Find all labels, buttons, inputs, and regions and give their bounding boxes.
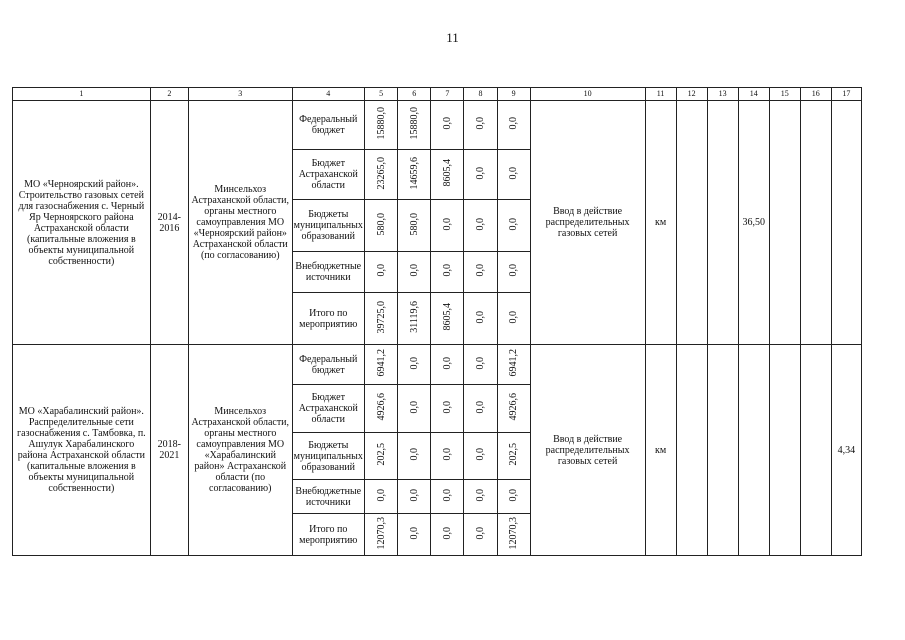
value-total: 23265,0 xyxy=(375,156,387,190)
funding-source: Итого по мероприятию xyxy=(292,514,364,556)
value-cell xyxy=(497,252,530,293)
value-cell xyxy=(365,514,398,556)
project-period: 2014-2016 xyxy=(150,101,188,345)
value-cell xyxy=(398,101,431,150)
value-cell xyxy=(497,514,530,556)
program-table xyxy=(12,87,862,556)
table-row xyxy=(13,101,862,150)
indicator-col15 xyxy=(769,345,800,556)
value-cell xyxy=(464,200,497,252)
value-col6: 0,0 xyxy=(408,264,420,277)
value-col8: 0,0 xyxy=(474,117,486,130)
table-row xyxy=(13,345,862,385)
value-col9: 12070,3 xyxy=(508,516,520,550)
value-total: 4926,6 xyxy=(375,393,387,421)
value-total: 12070,3 xyxy=(375,516,387,550)
column-number: 2 xyxy=(150,88,188,101)
value-cell xyxy=(365,293,398,345)
value-cell xyxy=(464,514,497,556)
value-col9: 0,0 xyxy=(508,166,520,180)
value-col7: 0,0 xyxy=(441,264,453,277)
column-number: 10 xyxy=(530,88,645,101)
column-number: 16 xyxy=(800,88,831,101)
funding-source: Итого по мероприятию xyxy=(292,293,364,345)
project-executor: Минсельхоз Астраханской области, органы местного самоуправления МО «Черноярский район» Астраханской области (по согласованию) xyxy=(189,101,293,345)
value-total: 0,0 xyxy=(375,264,387,277)
value-col7: 0,0 xyxy=(441,400,453,414)
column-number: 15 xyxy=(769,88,800,101)
project-period: 2018-2021 xyxy=(150,345,188,556)
indicator-unit: км xyxy=(645,345,676,556)
value-cell xyxy=(464,345,497,385)
column-number: 11 xyxy=(645,88,676,101)
project-name: МО «Харабалинский район». Распределительные сети газоснабжения с. Тамбовка, п. Ашулук Харабалинского района Астраханской области (капитальные вложения в объекты муниципальной собственности) xyxy=(13,345,151,556)
value-col9: 0,0 xyxy=(508,310,520,324)
value-col8: 0,0 xyxy=(474,264,486,277)
value-cell xyxy=(464,252,497,293)
funding-source: Внебюджетные источники xyxy=(292,252,364,293)
value-cell xyxy=(431,200,464,252)
value-col9: 202,5 xyxy=(508,443,520,466)
value-col7: 8605,4 xyxy=(441,303,453,331)
funding-source: Бюджеты муниципальных образований xyxy=(292,200,364,252)
value-cell xyxy=(398,514,431,556)
value-cell xyxy=(464,385,497,433)
value-cell xyxy=(398,345,431,385)
page-number: 11 xyxy=(446,30,459,45)
funding-source: Федеральный бюджет xyxy=(292,101,364,150)
value-total: 0,0 xyxy=(375,488,387,502)
value-cell xyxy=(431,150,464,200)
project-name: МО «Черноярский район». Строительство газовых сетей для газоснабжения с. Черный Яр Черноярского района Астраханской области (капитальные вложения в объекты муниципальной собственности) xyxy=(13,101,151,345)
indicator-col12 xyxy=(676,345,707,556)
value-col6: 0,0 xyxy=(408,400,420,414)
value-cell xyxy=(431,433,464,480)
value-col6: 0,0 xyxy=(408,526,420,540)
value-cell xyxy=(365,433,398,480)
value-col8: 0,0 xyxy=(474,356,486,370)
value-cell xyxy=(365,345,398,385)
value-col9: 0,0 xyxy=(508,217,520,231)
funding-source: Внебюджетные источники xyxy=(292,480,364,514)
indicator-col14 xyxy=(738,345,769,556)
value-col8: 0,0 xyxy=(474,310,486,324)
value-cell xyxy=(398,200,431,252)
value-cell xyxy=(497,150,530,200)
value-col9: 0,0 xyxy=(508,264,520,277)
value-cell xyxy=(431,480,464,514)
value-total: 202,5 xyxy=(375,443,387,466)
indicator-col13 xyxy=(707,345,738,556)
value-col8: 0,0 xyxy=(474,217,486,231)
value-col7: 0,0 xyxy=(441,356,453,370)
value-cell xyxy=(497,345,530,385)
value-col9: 0,0 xyxy=(508,117,520,130)
column-number: 1 xyxy=(13,88,151,101)
value-col9: 6941,2 xyxy=(508,349,520,377)
value-col7: 0,0 xyxy=(441,448,453,461)
value-col8: 0,0 xyxy=(474,526,486,540)
value-cell xyxy=(431,293,464,345)
value-cell xyxy=(497,433,530,480)
header-row xyxy=(13,88,862,101)
value-col6: 0,0 xyxy=(408,448,420,461)
value-col8: 0,0 xyxy=(474,488,486,502)
value-col6: 14659,6 xyxy=(408,156,420,190)
indicator-col17: 4,34 xyxy=(831,345,861,556)
column-number: 8 xyxy=(464,88,497,101)
value-cell xyxy=(365,480,398,514)
value-cell xyxy=(464,150,497,200)
column-number: 5 xyxy=(365,88,398,101)
value-cell xyxy=(365,385,398,433)
indicator-col12 xyxy=(676,101,707,345)
indicator-col15 xyxy=(769,101,800,345)
value-cell xyxy=(497,385,530,433)
value-col7: 8605,4 xyxy=(441,159,453,187)
value-col6: 580,0 xyxy=(408,212,420,236)
value-col6: 0,0 xyxy=(408,488,420,502)
value-cell xyxy=(398,150,431,200)
column-number: 6 xyxy=(398,88,431,101)
column-number: 17 xyxy=(831,88,861,101)
value-cell xyxy=(431,252,464,293)
value-cell xyxy=(431,101,464,150)
indicator-col13 xyxy=(707,101,738,345)
value-cell xyxy=(365,252,398,293)
value-total: 580,0 xyxy=(375,212,387,236)
value-cell xyxy=(431,514,464,556)
value-cell xyxy=(431,345,464,385)
value-col6: 15880,0 xyxy=(408,107,420,140)
value-cell xyxy=(497,293,530,345)
indicator-name: Ввод в действие распределительных газовых сетей xyxy=(530,101,645,345)
value-col8: 0,0 xyxy=(474,166,486,180)
value-cell xyxy=(398,293,431,345)
indicator-col16 xyxy=(800,101,831,345)
value-cell xyxy=(398,433,431,480)
value-col8: 0,0 xyxy=(474,448,486,461)
value-cell xyxy=(497,480,530,514)
value-col9: 4926,6 xyxy=(508,393,520,421)
column-number: 7 xyxy=(431,88,464,101)
value-col7: 0,0 xyxy=(441,488,453,502)
value-cell xyxy=(365,200,398,252)
column-number: 4 xyxy=(292,88,364,101)
indicator-col17 xyxy=(831,101,861,345)
value-cell xyxy=(464,293,497,345)
value-col6: 0,0 xyxy=(408,356,420,370)
funding-source: Бюджеты муниципальных образований xyxy=(292,433,364,480)
value-col7: 0,0 xyxy=(441,117,453,130)
project-executor: Минсельхоз Астраханской области, органы местного самоуправления МО «Харабалинский район» Астраханской области (по согласованию) xyxy=(189,345,293,556)
value-cell xyxy=(464,480,497,514)
value-cell xyxy=(464,101,497,150)
value-col8: 0,0 xyxy=(474,400,486,414)
value-col7: 0,0 xyxy=(441,217,453,231)
value-cell xyxy=(431,385,464,433)
indicator-col16 xyxy=(800,345,831,556)
column-number: 12 xyxy=(676,88,707,101)
funding-source: Федеральный бюджет xyxy=(292,345,364,385)
value-cell xyxy=(365,150,398,200)
funding-source: Бюджет Астраханской области xyxy=(292,150,364,200)
funding-source: Бюджет Астраханской области xyxy=(292,385,364,433)
value-col7: 0,0 xyxy=(441,526,453,540)
value-cell xyxy=(497,200,530,252)
value-total: 6941,2 xyxy=(375,349,387,377)
value-total: 39725,0 xyxy=(375,300,387,334)
value-total: 15880,0 xyxy=(375,107,387,140)
value-cell xyxy=(497,101,530,150)
value-cell xyxy=(398,480,431,514)
column-number: 13 xyxy=(707,88,738,101)
column-number: 9 xyxy=(497,88,530,101)
indicator-col14: 36,50 xyxy=(738,101,769,345)
value-cell xyxy=(398,385,431,433)
value-col9: 0,0 xyxy=(508,488,520,502)
column-number: 14 xyxy=(738,88,769,101)
column-number: 3 xyxy=(189,88,293,101)
value-cell xyxy=(365,101,398,150)
value-col6: 31119,6 xyxy=(408,301,420,333)
value-cell xyxy=(398,252,431,293)
value-cell xyxy=(464,433,497,480)
indicator-unit: км xyxy=(645,101,676,345)
indicator-name: Ввод в действие распределительных газовых сетей xyxy=(530,345,645,556)
